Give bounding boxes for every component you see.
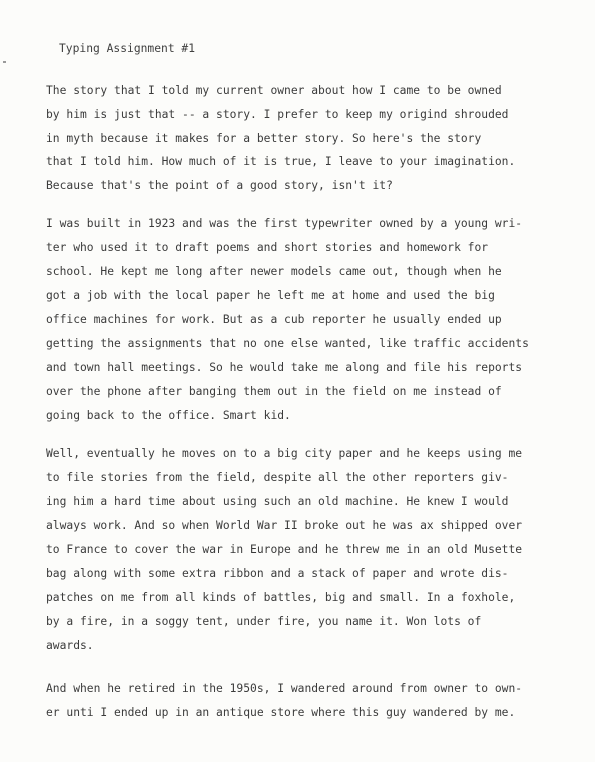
paragraph-3-line-2: to file stories from the field, despite all the other reporters giv- bbox=[46, 471, 509, 484]
paragraph-1-line-5: Because that's the point of a good story, isn't it? bbox=[46, 179, 393, 192]
paper-speck bbox=[3, 61, 6, 63]
paragraph-2-line-9: going back to the office. Smart kid. bbox=[46, 409, 291, 422]
paragraph-1-line-4: that I told him. How much of it is true, I leave to your imagination. bbox=[46, 155, 516, 168]
paragraph-2-line-5: office machines for work. But as a cub reporter he usually ended up bbox=[46, 313, 502, 326]
paragraph-2-line-4: got a job with the local paper he left me at home and used the big bbox=[46, 289, 495, 302]
paragraph-2-line-2: ter who used it to draft poems and short stories and homework for bbox=[46, 241, 489, 254]
paragraph-2-line-7: and town hall meetings. So he would take me along and file his reports bbox=[46, 361, 523, 374]
paragraph-1-line-1: The story that I told my current owner about how I came to be owned bbox=[46, 84, 502, 97]
paragraph-3-line-6: bag along with some extra ribbon and a stack of paper and wrote dis- bbox=[46, 567, 509, 580]
paragraph-3-line-9: awards. bbox=[46, 639, 94, 652]
paragraph-3-line-4: always work. And so when World War II broke out he was ax shipped over bbox=[46, 519, 523, 532]
paragraph-3-line-7: patches on me from all kinds of battles, big and small. In a foxhole, bbox=[46, 591, 516, 604]
paragraph-2-line-6: getting the assignments that no one else wanted, like traffic accidents bbox=[46, 337, 529, 350]
document-title: Typing Assignment #1 bbox=[59, 42, 196, 55]
paragraph-3-line-8: by a fire, in a soggy tent, under fire, you name it. Won lots of bbox=[46, 615, 482, 628]
paragraph-4-line-1: And when he retired in the 1950s, I wandered around from owner to own- bbox=[46, 682, 523, 695]
paragraph-2-line-8: over the phone after banging them out in the field on me instead of bbox=[46, 385, 502, 398]
paragraph-2-line-3: school. He kept me long after newer models came out, though when he bbox=[46, 265, 502, 278]
paragraph-1-line-2: by him is just that -- a story. I prefer to keep my origind shrouded bbox=[46, 108, 509, 121]
paragraph-4-line-2: er unti I ended up in an antique store where this guy wandered by me. bbox=[46, 706, 516, 719]
paragraph-3-line-5: to France to cover the war in Europe and he threw me in an old Musette bbox=[46, 543, 523, 556]
paragraph-3-line-1: Well, eventually he moves on to a big city paper and he keeps using me bbox=[46, 447, 523, 460]
paragraph-1-line-3: in myth because it makes for a better story. So here's the story bbox=[46, 132, 482, 145]
paragraph-3-line-3: ing him a hard time about using such an old machine. He knew I would bbox=[46, 495, 509, 508]
paragraph-2-line-1: I was built in 1923 and was the first typewriter owned by a young wri- bbox=[46, 217, 523, 230]
